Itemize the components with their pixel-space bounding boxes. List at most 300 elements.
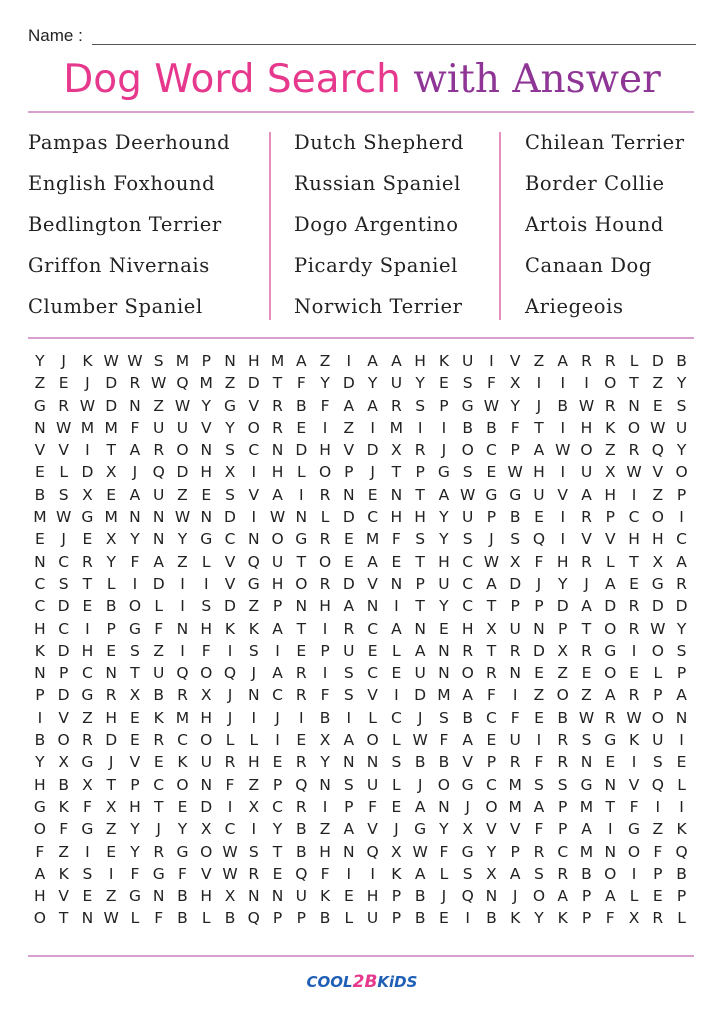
grid-letter[interactable]: P <box>581 887 592 906</box>
grid-letter[interactable]: R <box>581 508 592 527</box>
grid-letter[interactable]: C <box>34 574 46 593</box>
grid-letter[interactable]: X <box>105 530 117 549</box>
grid-letter[interactable]: W <box>412 731 428 750</box>
grid-letter[interactable]: F <box>296 374 306 393</box>
grid-letter[interactable]: C <box>224 530 236 549</box>
grid-letter[interactable]: E <box>391 552 402 571</box>
grid-letter[interactable]: X <box>200 686 212 705</box>
grid-letter[interactable]: Y <box>486 842 497 861</box>
grid-letter[interactable]: O <box>532 887 546 906</box>
grid-letter[interactable]: O <box>627 418 641 437</box>
grid-letter[interactable]: R <box>676 574 687 593</box>
grid-letter[interactable]: P <box>676 887 687 906</box>
grid-letter[interactable]: B <box>462 708 473 727</box>
grid-letter[interactable]: O <box>604 864 617 883</box>
grid-letter[interactable]: X <box>105 797 117 816</box>
grid-letter[interactable]: X <box>319 731 331 750</box>
grid-letter[interactable]: P <box>510 842 520 861</box>
grid-letter[interactable]: N <box>390 574 403 593</box>
grid-letter[interactable]: E <box>391 797 402 816</box>
grid-letter[interactable]: E <box>106 641 117 660</box>
grid-letter[interactable]: L <box>296 463 306 482</box>
grid-letter[interactable]: I <box>85 441 90 460</box>
grid-letter[interactable]: R <box>581 352 592 370</box>
grid-letter[interactable]: B <box>177 887 188 906</box>
grid-letter[interactable]: I <box>631 641 637 660</box>
grid-letter[interactable]: G <box>33 396 46 415</box>
grid-letter[interactable]: J <box>536 574 542 593</box>
grid-letter[interactable]: O <box>604 619 617 638</box>
grid-letter[interactable]: U <box>414 664 426 683</box>
grid-letter[interactable]: A <box>557 887 569 906</box>
grid-letter[interactable]: I <box>584 374 589 393</box>
grid-letter[interactable]: K <box>34 641 45 660</box>
grid-letter[interactable]: H <box>200 619 213 638</box>
grid-letter[interactable]: P <box>415 463 425 482</box>
grid-letter[interactable]: B <box>177 909 188 928</box>
grid-letter[interactable]: A <box>272 485 283 504</box>
grid-letter[interactable]: K <box>177 753 188 772</box>
grid-letter[interactable]: N <box>176 619 189 638</box>
grid-letter[interactable]: Z <box>34 374 46 393</box>
grid-letter[interactable]: N <box>438 797 450 816</box>
grid-letter[interactable]: S <box>438 708 449 727</box>
grid-letter[interactable]: H <box>438 552 450 571</box>
grid-letter[interactable]: V <box>58 441 69 460</box>
grid-letter[interactable]: N <box>200 775 213 794</box>
grid-letter[interactable]: Z <box>82 708 93 727</box>
grid-letter[interactable]: F <box>130 418 140 437</box>
grid-letter[interactable]: A <box>581 597 592 616</box>
grid-letter[interactable]: E <box>272 753 283 772</box>
grid-letter[interactable]: B <box>414 909 426 928</box>
grid-letter[interactable]: T <box>415 597 425 616</box>
grid-letter[interactable]: R <box>557 731 569 750</box>
grid-letter[interactable]: I <box>322 797 328 816</box>
grid-letter[interactable]: X <box>486 619 497 638</box>
grid-letter[interactable]: U <box>461 352 474 370</box>
grid-letter[interactable]: Z <box>604 441 616 460</box>
grid-letter[interactable]: U <box>652 731 664 750</box>
grid-letter[interactable]: I <box>679 731 684 750</box>
grid-letter[interactable]: R <box>462 641 474 660</box>
grid-letter[interactable]: J <box>417 775 423 794</box>
grid-letter[interactable]: F <box>486 374 496 393</box>
grid-letter[interactable]: J <box>227 686 233 705</box>
grid-letter[interactable]: W <box>555 441 571 460</box>
grid-letter[interactable]: T <box>415 485 425 504</box>
grid-letter[interactable]: G <box>628 820 641 839</box>
grid-letter[interactable]: P <box>272 909 283 928</box>
grid-letter[interactable]: M <box>199 374 213 393</box>
grid-letter[interactable]: D <box>651 352 664 370</box>
grid-letter[interactable]: I <box>631 485 637 504</box>
grid-letter[interactable]: Y <box>320 374 330 393</box>
grid-letter[interactable]: X <box>604 463 616 482</box>
grid-letter[interactable]: I <box>655 797 661 816</box>
grid-letter[interactable]: I <box>251 820 257 839</box>
grid-letter[interactable]: U <box>461 508 474 527</box>
grid-letter[interactable]: K <box>628 731 640 750</box>
grid-letter[interactable]: J <box>441 441 447 460</box>
grid-letter[interactable]: V <box>462 753 473 772</box>
grid-letter[interactable]: R <box>295 664 307 683</box>
grid-letter[interactable]: P <box>510 597 520 616</box>
grid-letter[interactable]: B <box>295 820 307 839</box>
grid-letter[interactable]: N <box>604 775 617 794</box>
grid-letter[interactable]: G <box>224 396 237 415</box>
grid-letter[interactable]: C <box>628 508 640 527</box>
grid-letter[interactable]: P <box>35 686 45 705</box>
grid-letter[interactable]: E <box>367 641 378 660</box>
grid-letter[interactable]: U <box>390 374 403 393</box>
grid-letter[interactable]: J <box>417 708 423 727</box>
grid-letter[interactable]: C <box>82 664 93 683</box>
grid-letter[interactable]: V <box>34 441 46 460</box>
grid-letter[interactable]: B <box>414 753 426 772</box>
grid-letter[interactable]: P <box>391 887 402 906</box>
grid-letter[interactable]: Z <box>58 842 69 861</box>
grid-letter[interactable]: Y <box>439 820 449 839</box>
grid-letter[interactable]: J <box>132 463 138 482</box>
grid-letter[interactable]: R <box>248 864 260 883</box>
grid-letter[interactable]: V <box>367 686 378 705</box>
grid-letter[interactable]: P <box>130 775 140 794</box>
grid-letter[interactable]: T <box>106 775 116 794</box>
grid-letter[interactable]: B <box>34 731 46 750</box>
grid-letter[interactable]: N <box>200 441 213 460</box>
grid-letter[interactable]: X <box>509 374 521 393</box>
grid-letter[interactable]: S <box>225 485 235 504</box>
grid-letter[interactable]: X <box>248 797 260 816</box>
grid-letter[interactable]: Z <box>248 597 260 616</box>
grid-letter[interactable]: C <box>177 731 188 750</box>
grid-letter[interactable]: G <box>247 574 260 593</box>
grid-letter[interactable]: P <box>653 864 663 883</box>
grid-letter[interactable]: K <box>510 909 521 928</box>
grid-letter[interactable]: O <box>651 708 664 727</box>
grid-letter[interactable]: I <box>679 508 684 527</box>
grid-letter[interactable]: B <box>557 396 569 415</box>
grid-letter[interactable]: H <box>461 619 474 638</box>
grid-letter[interactable]: N <box>34 418 46 437</box>
grid-letter[interactable]: S <box>462 530 473 549</box>
grid-letter[interactable]: U <box>295 887 307 906</box>
grid-letter[interactable]: B <box>58 775 69 794</box>
grid-letter[interactable]: P <box>272 597 283 616</box>
grid-letter[interactable]: N <box>34 664 46 683</box>
grid-letter[interactable]: P <box>344 463 354 482</box>
grid-letter[interactable]: R <box>604 708 616 727</box>
grid-letter[interactable]: F <box>534 753 544 772</box>
grid-letter[interactable]: E <box>272 864 283 883</box>
grid-letter[interactable]: Z <box>652 374 664 393</box>
grid-letter[interactable]: F <box>154 909 164 928</box>
grid-letter[interactable]: A <box>414 641 426 660</box>
grid-letter[interactable]: N <box>414 619 426 638</box>
grid-letter[interactable]: T <box>272 374 283 393</box>
grid-letter[interactable]: L <box>59 463 68 482</box>
grid-letter[interactable]: C <box>486 708 497 727</box>
grid-letter[interactable]: U <box>200 753 212 772</box>
grid-letter[interactable]: Y <box>320 753 330 772</box>
grid-letter[interactable]: W <box>174 508 191 527</box>
grid-letter[interactable]: N <box>675 708 688 727</box>
grid-letter[interactable]: E <box>82 530 93 549</box>
grid-letter[interactable]: Y <box>557 574 568 593</box>
grid-letter[interactable]: I <box>227 797 233 816</box>
grid-letter[interactable]: S <box>248 842 259 861</box>
grid-letter[interactable]: L <box>629 352 639 370</box>
grid-letter[interactable]: R <box>319 530 331 549</box>
grid-letter[interactable]: Y <box>439 530 449 549</box>
grid-letter[interactable]: I <box>275 731 280 750</box>
grid-letter[interactable]: A <box>367 552 378 571</box>
grid-letter[interactable]: O <box>176 441 189 460</box>
grid-letter[interactable]: T <box>296 619 307 638</box>
grid-letter[interactable]: G <box>461 842 474 861</box>
grid-letter[interactable]: T <box>153 797 164 816</box>
grid-letter[interactable]: W <box>483 396 500 415</box>
grid-letter[interactable]: J <box>61 530 66 549</box>
grid-letter[interactable]: T <box>106 441 116 460</box>
grid-letter[interactable]: K <box>391 864 402 883</box>
grid-letter[interactable]: N <box>247 686 260 705</box>
grid-letter[interactable]: E <box>676 753 687 772</box>
grid-letter[interactable]: W <box>222 864 238 883</box>
grid-letter[interactable]: I <box>346 864 352 883</box>
grid-letter[interactable]: F <box>154 619 164 638</box>
grid-letter[interactable]: Y <box>35 753 45 772</box>
grid-letter[interactable]: B <box>486 909 497 928</box>
grid-letter[interactable]: B <box>295 396 307 415</box>
grid-letter[interactable]: A <box>367 352 378 370</box>
grid-letter[interactable]: N <box>628 396 640 415</box>
grid-letter[interactable]: D <box>532 641 545 660</box>
grid-letter[interactable]: C <box>486 441 497 460</box>
grid-letter[interactable]: N <box>271 441 284 460</box>
grid-letter[interactable]: A <box>343 820 355 839</box>
grid-letter[interactable]: A <box>343 396 355 415</box>
grid-letter[interactable]: E <box>296 731 307 750</box>
grid-letter[interactable]: W <box>650 619 666 638</box>
grid-letter[interactable]: U <box>153 485 165 504</box>
grid-letter[interactable]: D <box>366 441 379 460</box>
grid-letter[interactable]: L <box>439 864 449 883</box>
grid-letter[interactable]: T <box>486 597 497 616</box>
grid-letter[interactable]: F <box>82 797 92 816</box>
grid-letter[interactable]: B <box>676 352 687 370</box>
grid-letter[interactable]: R <box>509 753 521 772</box>
grid-letter[interactable]: D <box>342 508 355 527</box>
grid-letter[interactable]: K <box>58 864 69 883</box>
grid-letter[interactable]: F <box>439 731 449 750</box>
grid-letter[interactable]: E <box>177 797 188 816</box>
grid-letter[interactable]: F <box>605 909 615 928</box>
grid-letter[interactable]: E <box>629 574 639 593</box>
grid-letter[interactable]: T <box>130 664 140 683</box>
grid-letter[interactable]: S <box>153 352 164 370</box>
grid-letter[interactable]: V <box>248 396 260 415</box>
grid-letter[interactable]: P <box>106 619 116 638</box>
grid-letter[interactable]: N <box>247 530 260 549</box>
grid-letter[interactable]: H <box>34 775 46 794</box>
grid-letter[interactable]: Y <box>676 441 687 460</box>
grid-letter[interactable]: P <box>558 619 568 638</box>
grid-letter[interactable]: O <box>176 775 189 794</box>
grid-letter[interactable]: A <box>581 820 592 839</box>
grid-letter[interactable]: X <box>58 753 69 772</box>
grid-letter[interactable]: P <box>201 352 211 370</box>
grid-letter[interactable]: F <box>35 842 45 861</box>
grid-letter[interactable]: Q <box>176 374 189 393</box>
grid-letter[interactable]: P <box>58 664 69 683</box>
grid-letter[interactable]: N <box>295 508 308 527</box>
grid-letter[interactable]: P <box>581 909 592 928</box>
grid-letter[interactable]: K <box>82 352 93 370</box>
grid-letter[interactable]: H <box>319 441 331 460</box>
grid-letter[interactable]: V <box>129 753 141 772</box>
grid-letter[interactable]: R <box>557 753 569 772</box>
grid-letter[interactable]: S <box>462 864 473 883</box>
grid-letter[interactable]: F <box>178 864 187 883</box>
grid-letter[interactable]: H <box>604 485 617 504</box>
grid-letter[interactable]: N <box>390 485 403 504</box>
grid-letter[interactable]: D <box>57 597 70 616</box>
grid-letter[interactable]: X <box>462 820 473 839</box>
grid-letter[interactable]: S <box>58 485 69 504</box>
grid-letter[interactable]: A <box>438 485 450 504</box>
grid-letter[interactable]: P <box>486 508 497 527</box>
grid-letter[interactable]: O <box>318 552 332 571</box>
grid-letter[interactable]: G <box>461 396 474 415</box>
grid-letter[interactable]: S <box>225 441 235 460</box>
grid-letter[interactable]: P <box>510 441 520 460</box>
grid-letter[interactable]: W <box>460 485 476 504</box>
grid-letter[interactable]: A <box>414 864 426 883</box>
grid-letter[interactable]: I <box>536 731 542 750</box>
grid-letter[interactable]: D <box>342 574 355 593</box>
grid-letter[interactable]: M <box>508 775 522 794</box>
grid-letter[interactable]: Q <box>152 463 165 482</box>
grid-letter[interactable]: R <box>343 619 355 638</box>
grid-letter[interactable]: Z <box>105 820 117 839</box>
grid-letter[interactable]: T <box>391 463 402 482</box>
grid-letter[interactable]: E <box>652 887 663 906</box>
grid-letter[interactable]: X <box>391 441 402 460</box>
grid-letter[interactable]: V <box>58 887 69 906</box>
grid-letter[interactable]: D <box>604 597 617 616</box>
grid-letter[interactable]: H <box>81 641 94 660</box>
grid-letter[interactable]: T <box>629 374 639 393</box>
grid-letter[interactable]: J <box>370 463 375 482</box>
grid-letter[interactable]: X <box>129 686 141 705</box>
grid-letter[interactable]: R <box>390 396 402 415</box>
grid-letter[interactable]: Y <box>439 597 449 616</box>
grid-letter[interactable]: V <box>248 485 260 504</box>
grid-letter[interactable]: W <box>79 396 96 415</box>
grid-letter[interactable]: J <box>85 374 90 393</box>
grid-letter[interactable]: C <box>58 619 70 638</box>
grid-letter[interactable]: V <box>224 574 236 593</box>
grid-letter[interactable]: S <box>534 775 544 794</box>
grid-letter[interactable]: K <box>557 909 568 928</box>
grid-letter[interactable]: O <box>200 664 213 683</box>
grid-letter[interactable]: F <box>320 686 330 705</box>
grid-letter[interactable]: R <box>628 441 640 460</box>
grid-letter[interactable]: B <box>438 753 450 772</box>
grid-letter[interactable]: W <box>483 552 500 571</box>
grid-letter[interactable]: E <box>343 530 354 549</box>
grid-letter[interactable]: U <box>509 731 521 750</box>
grid-letter[interactable]: E <box>296 418 307 437</box>
grid-letter[interactable]: R <box>153 842 165 861</box>
grid-letter[interactable]: H <box>34 887 46 906</box>
grid-letter[interactable]: B <box>34 485 46 504</box>
grid-letter[interactable]: B <box>676 864 687 883</box>
grid-letter[interactable]: W <box>650 418 666 437</box>
grid-letter[interactable]: C <box>224 820 236 839</box>
grid-letter[interactable]: D <box>675 597 688 616</box>
grid-letter[interactable]: Y <box>439 508 449 527</box>
grid-letter[interactable]: N <box>319 775 331 794</box>
grid-letter[interactable]: S <box>82 864 93 883</box>
grid-letter[interactable]: Q <box>651 775 664 794</box>
grid-letter[interactable]: G <box>604 731 617 750</box>
grid-letter[interactable]: S <box>415 530 426 549</box>
grid-letter[interactable]: C <box>462 552 474 571</box>
grid-letter[interactable]: R <box>509 641 521 660</box>
grid-letter[interactable]: Y <box>130 820 140 839</box>
grid-letter[interactable]: L <box>653 664 663 683</box>
grid-letter[interactable]: U <box>675 418 688 437</box>
grid-letter[interactable]: A <box>533 441 545 460</box>
grid-letter[interactable]: C <box>58 552 70 571</box>
grid-letter[interactable]: I <box>251 463 257 482</box>
grid-letter[interactable]: O <box>604 374 617 393</box>
grid-letter[interactable]: N <box>271 887 284 906</box>
grid-letter[interactable]: L <box>201 552 211 571</box>
grid-letter[interactable]: I <box>489 352 494 370</box>
grid-letter[interactable]: H <box>628 530 640 549</box>
grid-letter[interactable]: D <box>224 597 236 616</box>
grid-letter[interactable]: B <box>105 597 117 616</box>
grid-letter[interactable]: V <box>581 530 592 549</box>
grid-letter[interactable]: O <box>675 463 688 482</box>
grid-letter[interactable]: E <box>201 485 212 504</box>
grid-letter[interactable]: N <box>438 664 450 683</box>
grid-letter[interactable]: U <box>271 552 284 571</box>
grid-letter[interactable]: F <box>130 864 140 883</box>
grid-letter[interactable]: L <box>368 708 377 727</box>
grid-letter[interactable]: J <box>512 887 518 906</box>
grid-letter[interactable]: I <box>322 418 328 437</box>
grid-letter[interactable]: B <box>581 864 592 883</box>
grid-letter[interactable]: A <box>34 864 46 883</box>
grid-letter[interactable]: S <box>343 775 354 794</box>
grid-letter[interactable]: G <box>580 775 593 794</box>
grid-letter[interactable]: M <box>437 686 451 705</box>
grid-letter[interactable]: X <box>652 552 664 571</box>
grid-letter[interactable]: M <box>579 842 594 861</box>
grid-letter[interactable]: E <box>343 887 354 906</box>
grid-letter[interactable]: T <box>486 641 497 660</box>
grid-letter[interactable]: U <box>580 463 593 482</box>
grid-letter[interactable]: G <box>128 887 141 906</box>
grid-letter[interactable]: H <box>247 352 260 370</box>
grid-letter[interactable]: L <box>130 909 140 928</box>
grid-letter[interactable]: E <box>34 530 45 549</box>
